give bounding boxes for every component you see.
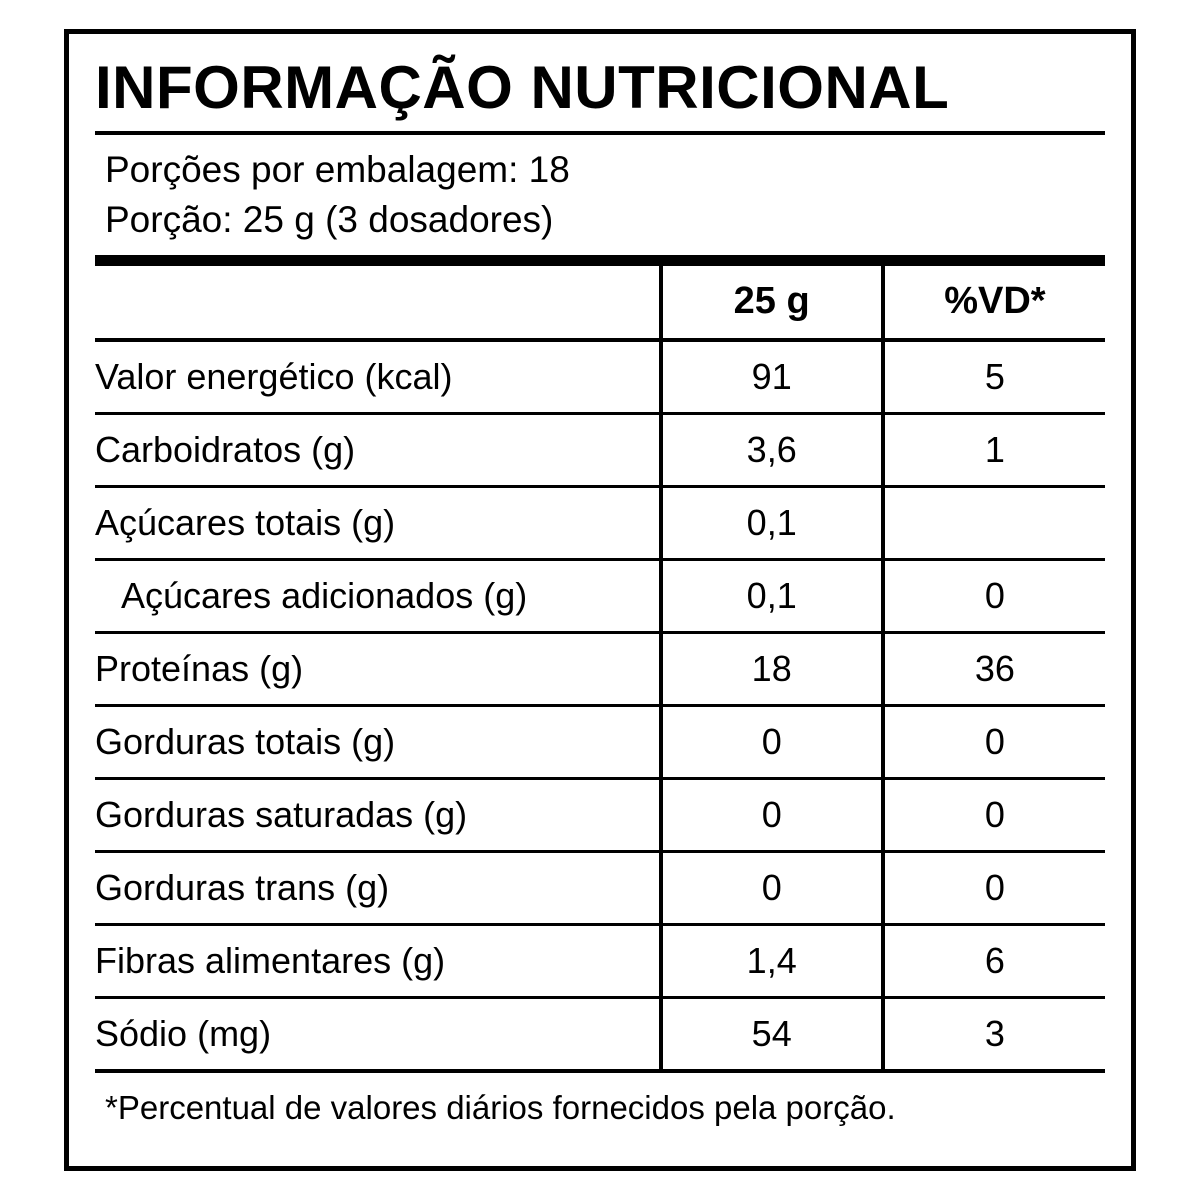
nutrient-name: Açúcares adicionados (g)	[95, 559, 661, 632]
nutrient-amount: 0	[661, 851, 883, 924]
table-row	[95, 413, 1105, 486]
nutrition-table	[95, 266, 1105, 1069]
nutrient-amount: 0,1	[661, 559, 883, 632]
nutrient-name: Gorduras saturadas (g)	[95, 778, 661, 851]
nutrient-name: Gorduras trans (g)	[95, 851, 661, 924]
table-row	[95, 924, 1105, 997]
nutrient-daily-value: 36	[883, 632, 1105, 705]
nutrient-amount: 0,1	[661, 486, 883, 559]
nutrient-name: Açúcares totais (g)	[95, 486, 661, 559]
nutrient-daily-value: 0	[883, 559, 1105, 632]
nutrient-name: Proteínas (g)	[95, 632, 661, 705]
nutrient-name: Gorduras totais (g)	[95, 705, 661, 778]
nutrient-name: Valor energético (kcal)	[95, 340, 661, 414]
bottom-spacer	[95, 1127, 1105, 1156]
nutrient-amount: 3,6	[661, 413, 883, 486]
column-header-amount: 25 g	[661, 266, 883, 340]
nutrient-daily-value: 0	[883, 778, 1105, 851]
table-row	[95, 340, 1105, 414]
table-row	[95, 559, 1105, 632]
table-body	[95, 340, 1105, 1069]
serving-info	[95, 135, 1105, 255]
nutrient-daily-value: 5	[883, 340, 1105, 414]
nutrient-amount: 54	[661, 997, 883, 1069]
nutrient-amount: 1,4	[661, 924, 883, 997]
table-header-row	[95, 266, 1105, 340]
nutrient-daily-value: 3	[883, 997, 1105, 1069]
table-row	[95, 705, 1105, 778]
footnote: *Percentual de valores diários fornecidos pela porção.	[105, 1088, 896, 1126]
table-row	[95, 778, 1105, 851]
nutrient-daily-value	[883, 486, 1105, 559]
nutrient-daily-value: 0	[883, 851, 1105, 924]
column-header-nutrient	[95, 266, 661, 340]
serving-size: Porção: 25 g (3 dosadores)	[105, 198, 554, 240]
nutrient-amount: 18	[661, 632, 883, 705]
nutrient-amount: 0	[661, 778, 883, 851]
nutrient-amount: 91	[661, 340, 883, 414]
nutrition-facts-panel	[64, 29, 1136, 1171]
table-row	[95, 997, 1105, 1069]
nutrient-name: Sódio (mg)	[95, 1012, 272, 1054]
table-row	[95, 851, 1105, 924]
nutrient-name: Fibras alimentares (g)	[95, 924, 661, 997]
nutrient-name: Carboidratos (g)	[95, 413, 661, 486]
column-header-daily-value: %VD*	[883, 266, 1105, 340]
servings-per-package: Porções por embalagem: 18	[105, 148, 570, 190]
nutrient-daily-value: 1	[883, 413, 1105, 486]
serving-divider	[95, 255, 1105, 266]
nutrient-amount: 0	[661, 705, 883, 778]
page-title: INFORMAÇÃO NUTRICIONAL	[95, 54, 950, 121]
table-row	[95, 486, 1105, 559]
nutrient-daily-value: 6	[883, 924, 1105, 997]
table-row	[95, 632, 1105, 705]
nutrient-daily-value: 0	[883, 705, 1105, 778]
